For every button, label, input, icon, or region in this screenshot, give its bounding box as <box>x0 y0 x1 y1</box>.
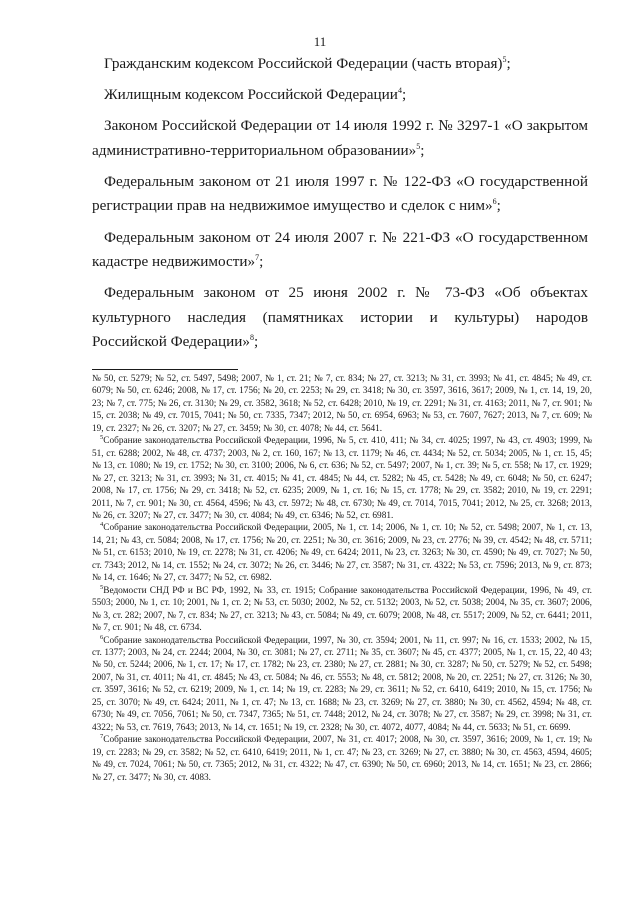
law-punct: ; <box>506 55 511 72</box>
footnote-mark: 6 <box>100 633 104 641</box>
footnote-divider <box>92 369 238 370</box>
footnote-mark: 7 <box>100 733 104 741</box>
law-item <box>92 83 588 108</box>
footnote-ref[interactable]: 4 <box>397 86 402 96</box>
footnote-mark: 4 <box>100 521 104 529</box>
law-text: Федеральным законом от 24 июля 2007 г. № 221-ФЗ «О государственном кадастре недвижимости» <box>92 228 588 271</box>
law-item <box>92 114 588 163</box>
law-item <box>92 52 588 77</box>
law-text: Федеральным законом от 21 июля 1997 г. № 122-ФЗ «О государственной регистрации прав на недвижимое имущество и сделок с ним» <box>92 172 588 215</box>
footnote-ref[interactable]: 8 <box>249 333 254 343</box>
footnote-text: Собрание законодательства Российской Федерации, 2005, № 1, ст. 14; 2006, № 1, ст. 10; № 52, ст. 5498; 2007, № 1, ст. 13, 14, 21; № 43, ст. 5084; 2008, № 17, ст. 1756; № 20, ст. 2251; № 30, ст. 3616; 2009, № 23, ст. 2776; № 39, ст. 4542; № 48, ст. 5711; № 51, ст. 6153; 2010, № 19, ст. 2278; № 31, ст. 4206; № 49, ст. 6424; 2011, № 23, ст. 3263; № 30, ст. 4590; № 49, ст. 7027; № 50, ст. 7343; 2012, № 14, ст. 1552; № 24, ст. 3072; № 26, ст. 3446; № 27, ст. 3587; № 31, ст. 4322; № 53, ст. 7596; 2013, № 9, ст. 873; № 14, ст. 1646; № 27, ст. 3477; № 52, ст. 6982. <box>92 523 592 584</box>
footnote-text: Собрание законодательства Российской Федерации, 1996, № 5, ст. 410, 411; № 34, ст. 4025; 1997, № 43, ст. 4903; 1999, № 51, ст. 6288; 2002, № 48, ст. 4737; 2003, № 2, ст. 160, 167; № 13, ст. 1179; № 46, ст. 4434; № 52, ст. 5034; 2005, № 1, ст. 15, 45; № 13, ст. 1080; № 19, ст. 1752; № 30, ст. 3100; 2006, № 6, ст. 636; № 52, ст. 5497; 2007, № 1, ст. 39; № 5, ст. 558; № 17, ст. 1929; № 27, ст. 3213; № 31, ст. 3993; № 31, ст. 4015; № 41, ст. 4845; № 44, ст. 5282; № 45, ст. 5428; № 49, ст. 6048; № 50, ст. 6247; 2008, № 17, ст. 1756; № 29, ст. 3418; № 52, ст. 6235; 2009, № 1, ст. 16; № 15, ст. 1778; № 29, ст. 3582; 2010, № 19, ст. 2291; 2011, № 7, ст. 901; № 30, ст. 4564, 4596; № 43, ст. 5972; № 48, ст. 6730; № 49, ст. 7014, 7015, 7041; 2012, № 25, ст. 3268; 2013, № 26, ст. 3207; № 27, ст. 3477; № 30, ст. 4084; № 49, ст. 6346; № 52, ст. 6981. <box>92 436 592 521</box>
law-item <box>92 281 588 355</box>
footnote-text: Собрание законодательства Российской Федерации, 2007, № 31, ст. 4017; 2008, № 30, ст. 3597, 3616; 2009, № 1, ст. 19; № 19, ст. 2283; № 29, ст. 3582; № 52, ст. 6410, 6419; 2011, № 1, ст. 47; № 23, ст. 3269; № 27, ст. 3880; № 30, ст. 4563, 4594, 4605; № 49, ст. 7024, 7061; № 50, ст. 7365; 2012, № 31, ст. 4322; № 47, ст. 6390; № 50, ст. 6960; 2013, № 14, ст. 1651; № 23, ст. 2866; № 27, ст. 3477; № 30, ст. 4083. <box>92 735 592 783</box>
footnote-ref[interactable]: 6 <box>492 197 497 207</box>
footnote <box>92 585 592 635</box>
law-punct: ; <box>420 141 425 159</box>
law-punct: ; <box>401 86 407 104</box>
footnote-ref[interactable]: 5 <box>502 54 507 64</box>
law-punct: ; <box>496 197 501 215</box>
law-item <box>92 170 588 219</box>
footnote <box>92 635 592 735</box>
page-number: 11 <box>313 34 327 49</box>
footnote <box>92 522 592 584</box>
law-text: Жилищным кодексом Российской Федерации <box>104 86 398 104</box>
law-punct: ; <box>253 333 259 351</box>
footnotes <box>92 373 592 784</box>
footnote <box>92 734 592 784</box>
footnote <box>92 435 592 522</box>
law-text: Гражданским кодексом Российской Федерации (часть вторая) <box>104 55 503 72</box>
law-item <box>92 226 588 275</box>
law-text: Законом Российской Федерации от 14 июля 1992 г. № 3297-1 «О закрытом административно-территориальном образовании» <box>92 117 588 159</box>
footnote-mark: 5 <box>100 583 104 591</box>
footnote-mark: 5 <box>100 434 104 442</box>
law-punct: ; <box>259 253 264 271</box>
footnote-text: Ведомости СНД РФ и ВС РФ, 1992, № 33, ст. 1915; Собрание законодательства Российской Федерации, 1996, № 49, ст. 5503; 2000, № 1, ст. 10; 2001, № 1, ст. 2; № 53, ст. 5030; 2002, № 52, ст. 5132; 2003, № 52, ст. 5038; 2004, № 35, ст. 3607; 2006, № 3, ст. 282; 2007, № 7, ст. 834; № 27, ст. 3213; № 43, ст. 5084; № 49, ст. 6079; 2008, № 48, ст. 5517; 2009, № 52, ст. 6441; 2011, № 7, ст. 901; № 48, ст. 6734. <box>92 585 592 634</box>
footnote-ref[interactable]: 5 <box>416 141 421 151</box>
footnote-ref[interactable]: 7 <box>255 253 260 263</box>
law-text: Федеральным законом от 25 июня 2002 г. № 73-ФЗ «Об объектах культурного наследия (памятниках истории и культуры) народов Российской Федерации» <box>92 284 588 351</box>
footnote-text: Собрание законодательства Российской Федерации, 1997, № 30, ст. 3594; 2001, № 11, ст. 997; № 16, ст. 1533; 2002, № 15, ст. 1377; 2003, № 24, ст. 2244; 2004, № 30, ст. 3081; № 27, ст. 2711; № 35, ст. 3607; № 45, ст. 4377; 2005, № 1, ст. 15, 22, 40 43; № 50, ст. 5244; 2006, № 1, ст. 17; № 17, ст. 1782; № 23, ст. 2380; № 27, ст. 2881; № 30, ст. 3287; № 50, ст. 5279; № 52, ст. 5498; 2007, № 31, ст. 4011; № 41, ст. 4845; № 43, ст. 5084; № 46, ст. 5553; № 48, ст. 5812; 2008, № 20, ст. 2251; № 27, ст. 3126; № 30, ст. 3597, 3616; № 52, ст. 6219; 2009, № 1, ст. 14; № 19, ст. 2283; № 29, ст. 3611; № 52, ст. 6410, 6419; 2010, № 15, ст. 1756; № 25, ст. 3070; № 49, ст. 6424; 2011, № 1, ст. 47; № 13, ст. 1688; № 23, ст. 3269; № 27, ст. 3880; № 30, ст. 4562, 4594; № 48, ст. 6730; № 49, ст. 7056, 7061; № 50, ст. 7347, 7365; № 51, ст. 7448; 2012, № 24, ст. 3078; № 27, ст. 3587; № 29, ст. 3998; № 31, ст. 4322; № 53, ст. 7619, 7643; 2013, № 14, ст. 1651; № 19, ст. 2328; № 30, ст. 4072, 4077, 4084; № 44, ст. 5633; № 51, ст. 6699. <box>92 635 592 733</box>
footnote-continuation: № 50, ст. 5279; № 52, ст. 5497, 5498; 2007, № 1, ст. 21; № 7, ст. 834; № 27, ст. 3213; № 31, ст. 3993; № 41, ст. 4845; № 49, ст. 6079; № 50, ст. 6246; 2008, № 17, ст. 1756; № 20, ст. 2253; № 29, ст. 3418; № 30, ст. 3597, 3616, 3617; 2009, № 1, ст. 14, 19, 20, 23; № 7, ст. 775; № 26, ст. 3130; № 29, ст. 3582, 3618; № 52, ст. 6428; 2010, № 19, ст. 2291; № 31, ст. 4163; 2011, № 7, ст. 901; № 15, ст. 2038; № 49, ст. 7015, 7041; № 50, ст. 7335, 7347; 2012, № 50, ст. 6954, 6963; № 53, ст. 7607, 7627; 2013, № 7, ст. 609; № 19, ст. 2327; № 26, ст. 3207; № 27, ст. 3459; № 30, ст. 4078; № 44, ст. 5641. <box>92 374 592 434</box>
law-list <box>92 52 588 362</box>
